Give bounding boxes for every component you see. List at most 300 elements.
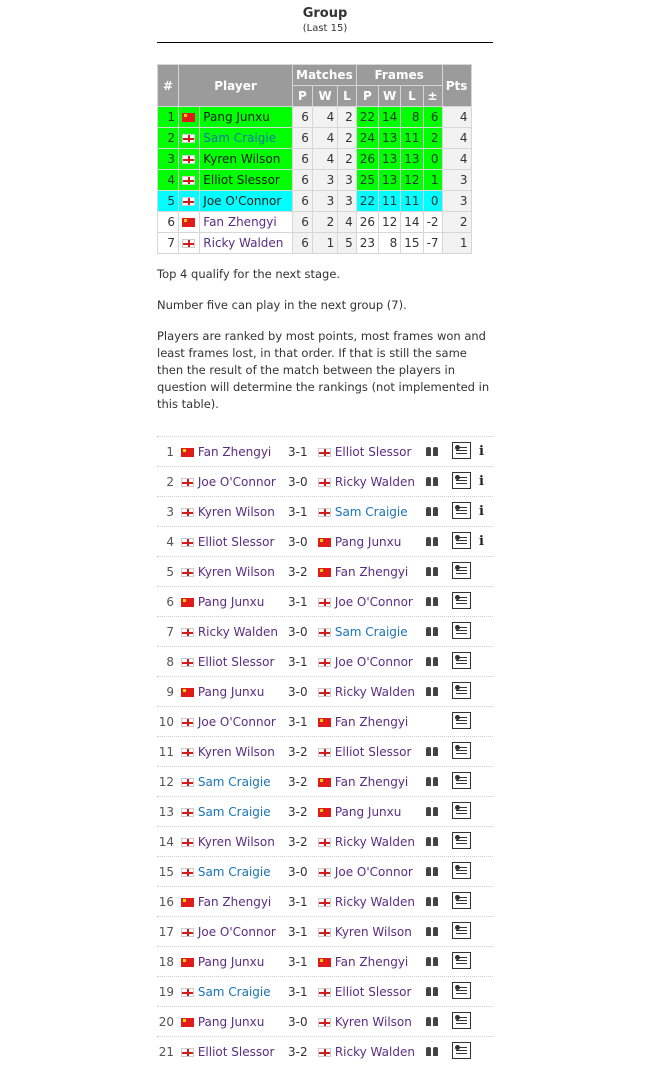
head-to-head-icon[interactable] xyxy=(425,536,439,546)
china-flag-icon xyxy=(181,448,194,457)
cell-pts: 4 xyxy=(442,149,471,170)
col-frames-won: W xyxy=(379,86,401,107)
col-pts: Pts xyxy=(442,65,471,107)
match-details-icon[interactable] xyxy=(452,802,471,819)
match-details-icon[interactable] xyxy=(452,1012,471,1029)
player-1-link[interactable]: Fan Zhengyi xyxy=(197,444,272,459)
player-cell xyxy=(200,233,293,254)
england-flag-icon xyxy=(182,176,195,185)
match-details-icon[interactable] xyxy=(452,892,471,909)
cell-fl: 12 xyxy=(401,170,423,191)
match-score: 3-1 xyxy=(288,654,308,669)
cell-pts: 2 xyxy=(442,212,471,233)
match-player-2 xyxy=(318,1015,412,1029)
match-number: 19 xyxy=(158,984,174,999)
note-qualify: Top 4 qualify for the next stage. xyxy=(157,267,341,281)
cell-fp: 22 xyxy=(356,107,378,128)
match-score: 3-2 xyxy=(288,744,308,759)
match-score: 3-1 xyxy=(288,504,308,519)
england-flag-icon xyxy=(318,628,331,637)
match-details-icon[interactable] xyxy=(452,832,471,849)
player-cell xyxy=(200,170,293,191)
player-link[interactable]: Ricky Walden xyxy=(203,236,284,250)
notes xyxy=(157,266,493,427)
match-row xyxy=(157,976,493,1006)
england-flag-icon xyxy=(181,808,194,817)
match-player-1 xyxy=(181,925,276,939)
player-2-link[interactable]: Joe O'Connor xyxy=(334,594,413,609)
player-2-link[interactable]: Sam Craigie xyxy=(334,504,408,519)
head-to-head-icon[interactable] xyxy=(425,776,439,786)
head-to-head-icon[interactable] xyxy=(425,626,439,636)
match-number: 16 xyxy=(158,894,174,909)
player-1-link[interactable]: Pang Junxu xyxy=(197,1014,265,1029)
player-1-link[interactable]: Sam Craigie xyxy=(197,804,271,819)
standings-row xyxy=(158,107,472,128)
england-flag-icon xyxy=(318,928,331,937)
match-row xyxy=(157,736,493,766)
match-row xyxy=(157,856,493,886)
cell-fd: 0 xyxy=(423,191,442,212)
player-2-link[interactable]: Ricky Walden xyxy=(334,834,415,849)
match-number: 1 xyxy=(166,444,174,459)
england-flag-icon xyxy=(318,448,331,457)
cell-fp: 24 xyxy=(356,128,378,149)
match-score: 3-1 xyxy=(288,984,308,999)
player-1-link[interactable]: Sam Craigie xyxy=(197,984,271,999)
info-icon[interactable]: i xyxy=(479,474,484,489)
player-1-link[interactable]: Elliot Slessor xyxy=(197,654,275,669)
match-player-2 xyxy=(318,895,415,909)
china-flag-icon xyxy=(182,218,195,227)
player-2-link[interactable]: Ricky Walden xyxy=(334,684,415,699)
cell-pts: 4 xyxy=(442,107,471,128)
cell-l: 4 xyxy=(338,212,356,233)
player-2-link[interactable]: Pang Junxu xyxy=(334,534,402,549)
player-1-link[interactable]: Elliot Slessor xyxy=(197,534,275,549)
cell-rank: 6 xyxy=(158,212,179,233)
head-to-head-icon[interactable] xyxy=(425,1016,439,1026)
cell-l: 2 xyxy=(338,128,356,149)
col-matches-lost: L xyxy=(338,86,356,107)
player-1-link[interactable]: Elliot Slessor xyxy=(197,1044,275,1059)
cell-p: 6 xyxy=(293,233,313,254)
player-2-link[interactable]: Elliot Slessor xyxy=(334,744,412,759)
head-to-head-icon[interactable] xyxy=(425,836,439,846)
england-flag-icon xyxy=(181,748,194,757)
match-row xyxy=(157,916,493,946)
match-details-icon[interactable] xyxy=(452,682,471,699)
cell-fw: 13 xyxy=(379,170,401,191)
match-player-2 xyxy=(318,985,411,999)
player-cell xyxy=(200,212,293,233)
cell-rank: 3 xyxy=(158,149,179,170)
match-player-2 xyxy=(318,925,412,939)
head-to-head-icon[interactable] xyxy=(425,986,439,996)
player-2-link[interactable]: Fan Zhengyi xyxy=(334,714,409,729)
player-2-link[interactable]: Elliot Slessor xyxy=(334,984,412,999)
cell-l: 3 xyxy=(338,191,356,212)
col-matches-won: W xyxy=(312,86,337,107)
player-cell xyxy=(200,191,293,212)
china-flag-icon xyxy=(318,778,331,787)
player-link[interactable]: Fan Zhengyi xyxy=(203,215,277,229)
standings-row xyxy=(158,212,472,233)
player-2-link[interactable]: Ricky Walden xyxy=(334,894,415,909)
standings-row xyxy=(158,170,472,191)
match-row xyxy=(157,886,493,916)
player-link[interactable]: Pang Junxu xyxy=(203,110,270,124)
england-flag-icon xyxy=(181,838,194,847)
cell-rank: 5 xyxy=(158,191,179,212)
match-details-icon[interactable] xyxy=(452,622,471,639)
match-player-2 xyxy=(318,835,415,849)
head-to-head-icon[interactable] xyxy=(425,656,439,666)
match-row xyxy=(157,766,493,796)
england-flag-icon xyxy=(318,868,331,877)
head-to-head-icon[interactable] xyxy=(425,956,439,966)
match-row xyxy=(157,526,493,556)
flag-cell xyxy=(179,233,200,254)
cell-fl: 15 xyxy=(401,233,423,254)
match-player-1 xyxy=(181,715,276,729)
match-list xyxy=(157,436,493,1066)
group-subtitle: (Last 15) xyxy=(302,23,348,34)
match-score: 3-2 xyxy=(288,774,308,789)
match-player-2 xyxy=(318,595,413,609)
england-flag-icon xyxy=(318,658,331,667)
cell-fw: 14 xyxy=(379,107,401,128)
player-link[interactable]: Sam Craigie xyxy=(203,131,277,145)
player-link[interactable]: Elliot Slessor xyxy=(203,173,280,187)
cell-fd: -7 xyxy=(423,233,442,254)
player-2-link[interactable]: Joe O'Connor xyxy=(334,654,413,669)
england-flag-icon xyxy=(318,898,331,907)
match-score: 3-1 xyxy=(288,714,308,729)
england-flag-icon xyxy=(181,868,194,877)
player-1-link[interactable]: Pang Junxu xyxy=(197,594,265,609)
england-flag-icon xyxy=(181,478,194,487)
england-flag-icon xyxy=(181,778,194,787)
match-score: 3-2 xyxy=(288,564,308,579)
cell-fp: 26 xyxy=(356,149,378,170)
england-flag-icon xyxy=(181,538,194,547)
match-row xyxy=(157,946,493,976)
england-flag-icon xyxy=(181,628,194,637)
col-matches: Matches xyxy=(293,65,357,86)
match-player-1 xyxy=(181,745,275,759)
player-2-link[interactable]: Sam Craigie xyxy=(334,624,408,639)
head-to-head-icon[interactable] xyxy=(425,926,439,936)
england-flag-icon xyxy=(318,988,331,997)
player-1-link[interactable]: Pang Junxu xyxy=(197,954,265,969)
match-score: 3-2 xyxy=(288,834,308,849)
match-number: 10 xyxy=(158,714,174,729)
china-flag-icon xyxy=(181,598,194,607)
cell-l: 2 xyxy=(338,107,356,128)
match-details-icon[interactable] xyxy=(452,472,471,489)
match-score: 3-1 xyxy=(288,444,308,459)
head-to-head-icon[interactable] xyxy=(425,446,439,456)
info-icon[interactable]: i xyxy=(479,444,484,459)
col-frames-diff: ± xyxy=(423,86,442,107)
match-number: 11 xyxy=(158,744,174,759)
player-1-link[interactable]: Kyren Wilson xyxy=(197,504,275,519)
england-flag-icon xyxy=(181,988,194,997)
note-next-group: Number five can play in the next group (7). xyxy=(157,298,407,312)
match-player-2 xyxy=(318,625,408,639)
match-row xyxy=(157,1036,493,1066)
player-1-link[interactable]: Kyren Wilson xyxy=(197,564,275,579)
col-rank: # xyxy=(158,65,179,107)
match-row xyxy=(157,706,493,736)
match-row xyxy=(157,676,493,706)
match-player-1 xyxy=(181,595,264,609)
match-number: 2 xyxy=(166,474,174,489)
match-row xyxy=(157,556,493,586)
match-details-icon[interactable] xyxy=(452,952,471,969)
match-number: 9 xyxy=(166,684,174,699)
match-number: 6 xyxy=(166,594,174,609)
match-details-icon[interactable] xyxy=(452,772,471,789)
player-cell xyxy=(200,128,293,149)
match-player-2 xyxy=(318,1045,415,1059)
player-1-link[interactable]: Joe O'Connor xyxy=(197,474,276,489)
flag-cell xyxy=(179,128,200,149)
player-link[interactable]: Joe O'Connor xyxy=(203,194,282,208)
head-to-head-icon[interactable] xyxy=(425,746,439,756)
flag-cell xyxy=(179,107,200,128)
cell-fp: 26 xyxy=(356,212,378,233)
head-to-head-icon[interactable] xyxy=(425,596,439,606)
head-to-head-icon[interactable] xyxy=(425,866,439,876)
head-to-head-icon[interactable] xyxy=(425,686,439,696)
match-row xyxy=(157,496,493,526)
player-2-link[interactable]: Fan Zhengyi xyxy=(334,954,409,969)
col-frames: Frames xyxy=(356,65,442,86)
england-flag-icon xyxy=(318,838,331,847)
head-to-head-icon[interactable] xyxy=(425,896,439,906)
match-player-2 xyxy=(318,745,411,759)
match-number: 5 xyxy=(166,564,174,579)
cell-p: 6 xyxy=(293,212,313,233)
match-row xyxy=(157,616,493,646)
match-player-1 xyxy=(181,865,271,879)
match-number: 15 xyxy=(158,864,174,879)
match-score: 3-1 xyxy=(288,954,308,969)
england-flag-icon xyxy=(318,598,331,607)
player-1-link[interactable]: Pang Junxu xyxy=(197,684,265,699)
cell-l: 2 xyxy=(338,149,356,170)
standings-row xyxy=(158,233,472,254)
cell-fw: 12 xyxy=(379,212,401,233)
match-score: 3-0 xyxy=(288,474,308,489)
match-player-2 xyxy=(318,475,415,489)
player-1-link[interactable]: Joe O'Connor xyxy=(197,924,276,939)
match-player-2 xyxy=(318,775,408,789)
cell-fw: 13 xyxy=(379,128,401,149)
match-score: 3-0 xyxy=(288,624,308,639)
england-flag-icon xyxy=(182,239,195,248)
cell-w: 2 xyxy=(312,212,337,233)
standings-row xyxy=(158,191,472,212)
player-2-link[interactable]: Fan Zhengyi xyxy=(334,564,409,579)
cell-fw: 8 xyxy=(379,233,401,254)
cell-p: 6 xyxy=(293,191,313,212)
cell-fd: 2 xyxy=(423,128,442,149)
match-details-icon[interactable] xyxy=(452,442,471,459)
player-2-link[interactable]: Ricky Walden xyxy=(334,474,415,489)
match-player-1 xyxy=(181,805,271,819)
col-matches-played: P xyxy=(293,86,313,107)
player-2-link[interactable]: Joe O'Connor xyxy=(334,864,413,879)
cell-w: 3 xyxy=(312,191,337,212)
match-player-1 xyxy=(181,775,271,789)
cell-w: 3 xyxy=(312,170,337,191)
china-flag-icon xyxy=(318,718,331,727)
cell-rank: 7 xyxy=(158,233,179,254)
match-number: 4 xyxy=(166,534,174,549)
flag-cell xyxy=(179,149,200,170)
player-1-link[interactable]: Sam Craigie xyxy=(197,774,271,789)
match-player-1 xyxy=(181,565,275,579)
england-flag-icon xyxy=(318,748,331,757)
match-score: 3-0 xyxy=(288,864,308,879)
standings-row xyxy=(158,128,472,149)
match-player-1 xyxy=(181,475,276,489)
china-flag-icon xyxy=(181,958,194,967)
match-details-icon[interactable] xyxy=(452,562,471,579)
match-details-icon[interactable] xyxy=(452,652,471,669)
cell-p: 6 xyxy=(293,170,313,191)
match-player-2 xyxy=(318,955,408,969)
match-number: 8 xyxy=(166,654,174,669)
match-details-icon[interactable] xyxy=(452,982,471,999)
match-player-1 xyxy=(181,535,274,549)
england-flag-icon xyxy=(182,197,195,206)
match-number: 3 xyxy=(166,504,174,519)
player-1-link[interactable]: Fan Zhengyi xyxy=(197,894,272,909)
cell-pts: 4 xyxy=(442,128,471,149)
match-score: 3-1 xyxy=(288,924,308,939)
player-1-link[interactable]: Sam Craigie xyxy=(197,864,271,879)
england-flag-icon xyxy=(182,155,195,164)
match-details-icon[interactable] xyxy=(452,502,471,519)
match-player-2 xyxy=(318,865,413,879)
head-to-head-icon[interactable] xyxy=(425,566,439,576)
match-player-1 xyxy=(181,505,275,519)
col-player: Player xyxy=(179,65,293,107)
match-score: 3-0 xyxy=(288,684,308,699)
match-player-2 xyxy=(318,445,411,459)
match-player-1 xyxy=(181,625,278,639)
match-player-2 xyxy=(318,805,401,819)
flag-cell xyxy=(179,212,200,233)
cell-fd: 1 xyxy=(423,170,442,191)
match-details-icon[interactable] xyxy=(452,742,471,759)
cell-w: 1 xyxy=(312,233,337,254)
player-1-link[interactable]: Joe O'Connor xyxy=(197,714,276,729)
player-2-link[interactable]: Kyren Wilson xyxy=(334,924,412,939)
player-1-link[interactable]: Ricky Walden xyxy=(197,624,278,639)
china-flag-icon xyxy=(318,568,331,577)
player-1-link[interactable]: Kyren Wilson xyxy=(197,744,275,759)
match-score: 3-1 xyxy=(288,594,308,609)
cell-fl: 13 xyxy=(401,149,423,170)
match-details-icon[interactable] xyxy=(452,922,471,939)
match-number: 17 xyxy=(158,924,174,939)
head-to-head-icon[interactable] xyxy=(425,806,439,816)
england-flag-icon xyxy=(181,928,194,937)
flag-cell xyxy=(179,191,200,212)
match-details-icon[interactable] xyxy=(452,1042,471,1059)
cell-fp: 22 xyxy=(356,191,378,212)
cell-w: 4 xyxy=(312,128,337,149)
england-flag-icon xyxy=(181,568,194,577)
player-2-link[interactable]: Elliot Slessor xyxy=(334,444,412,459)
player-2-link[interactable]: Fan Zhengyi xyxy=(334,774,409,789)
standings-row xyxy=(158,149,472,170)
match-details-icon[interactable] xyxy=(452,532,471,549)
match-details-icon[interactable] xyxy=(452,592,471,609)
info-icon[interactable]: i xyxy=(479,504,484,519)
head-to-head-icon[interactable] xyxy=(425,506,439,516)
england-flag-icon xyxy=(318,478,331,487)
match-number: 12 xyxy=(158,774,174,789)
match-player-1 xyxy=(181,685,264,699)
cell-w: 4 xyxy=(312,149,337,170)
match-player-1 xyxy=(181,985,271,999)
player-2-link[interactable]: Pang Junxu xyxy=(334,804,402,819)
cell-fl: 8 xyxy=(401,107,423,128)
cell-l: 3 xyxy=(338,170,356,191)
match-row xyxy=(157,826,493,856)
group-title: Group xyxy=(302,6,348,21)
group-header xyxy=(157,0,493,43)
cell-fp: 23 xyxy=(356,233,378,254)
china-flag-icon xyxy=(181,688,194,697)
match-number: 13 xyxy=(158,804,174,819)
standings-table xyxy=(157,64,472,254)
player-link[interactable]: Kyren Wilson xyxy=(203,152,281,166)
england-flag-icon xyxy=(182,134,195,143)
match-number: 14 xyxy=(158,834,174,849)
china-flag-icon xyxy=(318,538,331,547)
player-2-link[interactable]: Kyren Wilson xyxy=(334,1014,412,1029)
col-frames-played: P xyxy=(356,86,378,107)
match-player-1 xyxy=(181,955,264,969)
info-icon[interactable]: i xyxy=(479,534,484,549)
player-1-link[interactable]: Kyren Wilson xyxy=(197,834,275,849)
england-flag-icon xyxy=(318,1018,331,1027)
match-details-icon[interactable] xyxy=(452,862,471,879)
match-player-1 xyxy=(181,445,271,459)
china-flag-icon xyxy=(318,958,331,967)
head-to-head-icon[interactable] xyxy=(425,1046,439,1056)
match-row xyxy=(157,646,493,676)
cell-pts: 3 xyxy=(442,191,471,212)
player-2-link[interactable]: Ricky Walden xyxy=(334,1044,415,1059)
match-score: 3-1 xyxy=(288,894,308,909)
cell-fw: 13 xyxy=(379,149,401,170)
match-details-icon[interactable] xyxy=(452,712,471,729)
group-panel xyxy=(157,0,493,1059)
england-flag-icon xyxy=(181,508,194,517)
cell-fd: 6 xyxy=(423,107,442,128)
match-player-2 xyxy=(318,505,408,519)
match-score: 3-2 xyxy=(288,1044,308,1059)
head-to-head-icon[interactable] xyxy=(425,476,439,486)
